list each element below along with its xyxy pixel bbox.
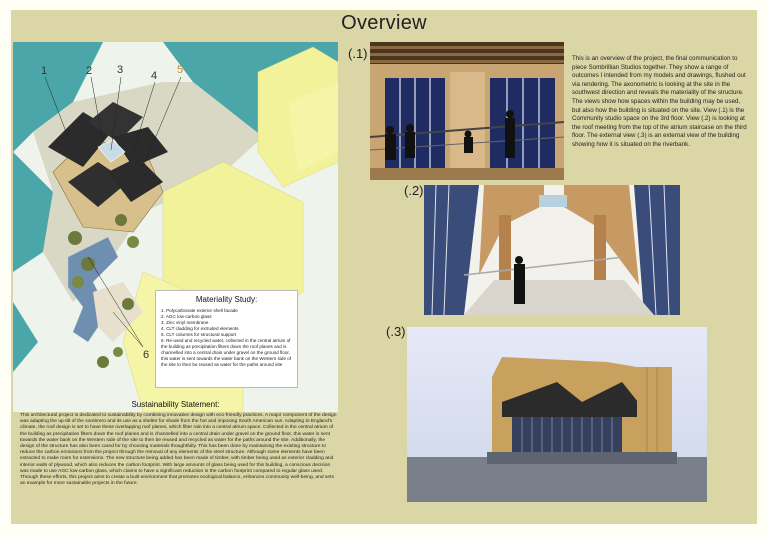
view-3-render bbox=[407, 327, 707, 502]
overview-description: This is an overview of the project, the final communication to piece Sombrillian Studios together. They show a range of outcomes I intended from my models and drawings, flushed out via rendering. The axonometric is looking at the site in the southwest direction and reveals the materiality of the structure. The views show how spaces within the building may be used, but also how the building is situated on the site. View (.1) is the Community studio space on the 3rd floor. View (.2) is looking at the roof meeting from the top of the atrium staircase on the third floor. The external view (.3) is an external view of the building showing how it is situated on the riverbank. bbox=[572, 55, 747, 148]
view-1-label: (.1) bbox=[348, 46, 368, 61]
materiality-item: 5. CLT columns for structural support bbox=[161, 332, 237, 337]
page-title: Overview bbox=[341, 12, 427, 34]
materiality-item: 1. Polycarbonate exterior shell facade bbox=[161, 308, 238, 313]
materiality-item: 6. Re-used and recycled water, collected in the central atrium of the building as precipitation filters down the roof planes and is channelled into a central drain under gravel on the ground floor, this water is sent towards the water bank on the Western side of the site to then be reused as water for the paths around site bbox=[161, 338, 292, 367]
materiality-list bbox=[161, 308, 292, 368]
materiality-item: 4. CLT cladding for extruded elements bbox=[161, 326, 239, 331]
label-number-1: 1 bbox=[41, 65, 48, 77]
view-3-label: (.3) bbox=[386, 324, 406, 339]
exterior-view-image bbox=[407, 327, 707, 502]
view-2-render bbox=[424, 185, 680, 315]
label-number-6: 6 bbox=[143, 349, 150, 361]
materiality-item: 3. Zinc vinyl membrane bbox=[161, 320, 209, 325]
view-2-label: (.2) bbox=[404, 183, 424, 198]
materiality-study-box bbox=[155, 290, 298, 388]
label-number-2: 2 bbox=[86, 65, 93, 77]
studio-interior-image bbox=[370, 42, 564, 180]
label-number-3: 3 bbox=[117, 64, 124, 76]
sustainability-heading: Sustainability Statement: bbox=[131, 400, 220, 409]
sustainability-body: This architectural project is dedicated to sustainability by combining innovative design with eco-friendly practices. A major component of the design was adapting the up-tilt of the sombrero and its use as a shelter for shade from the hot and imposing South American sun. Adapting to England's climate, the roof design is set to have these overlapping roof planes, which filter rain into a central atrium space. Collected in the central atrium of the building as precipitation filters down the roof planes and is channelled into a central drain under gravel on the ground floor, this water is sent towards the water bank on the Western side of the site to then be reused and recycled as water for the paths around the site. Additionally, the design of the structure has also been cared for by choosing materials thoughtfully. This has been done by maintaining the existing structure to reduce the carbon emissions from the project through the removal of any elements of the steel structure. Although some elements have been extracted to make room for extensions. The new structure being added has been made of timber, with timber being used as exterior cladding and interior walls of plywood, which also reduces the carbon footprint. With large amounts of glass being used for this building, a conscious decision was made to use AGC low-carbon glass, which claims to have a significant reduction in the carbon footprint compared to regular glass used. Through these efforts, this project aims to create a built environment that promotes ecological balance, enhances community well-being, and sets an example for more sustainable projects in the future. bbox=[20, 413, 337, 487]
axonometric-drawing bbox=[13, 42, 338, 412]
label-number-5: 5 bbox=[177, 64, 184, 76]
materiality-item: 2. AGC low-carbon glass bbox=[161, 314, 212, 319]
label-number-4: 4 bbox=[151, 70, 158, 82]
view-1-render bbox=[370, 42, 564, 180]
atrium-interior-image bbox=[424, 185, 680, 315]
materiality-heading: Materiality Study: bbox=[195, 295, 258, 304]
